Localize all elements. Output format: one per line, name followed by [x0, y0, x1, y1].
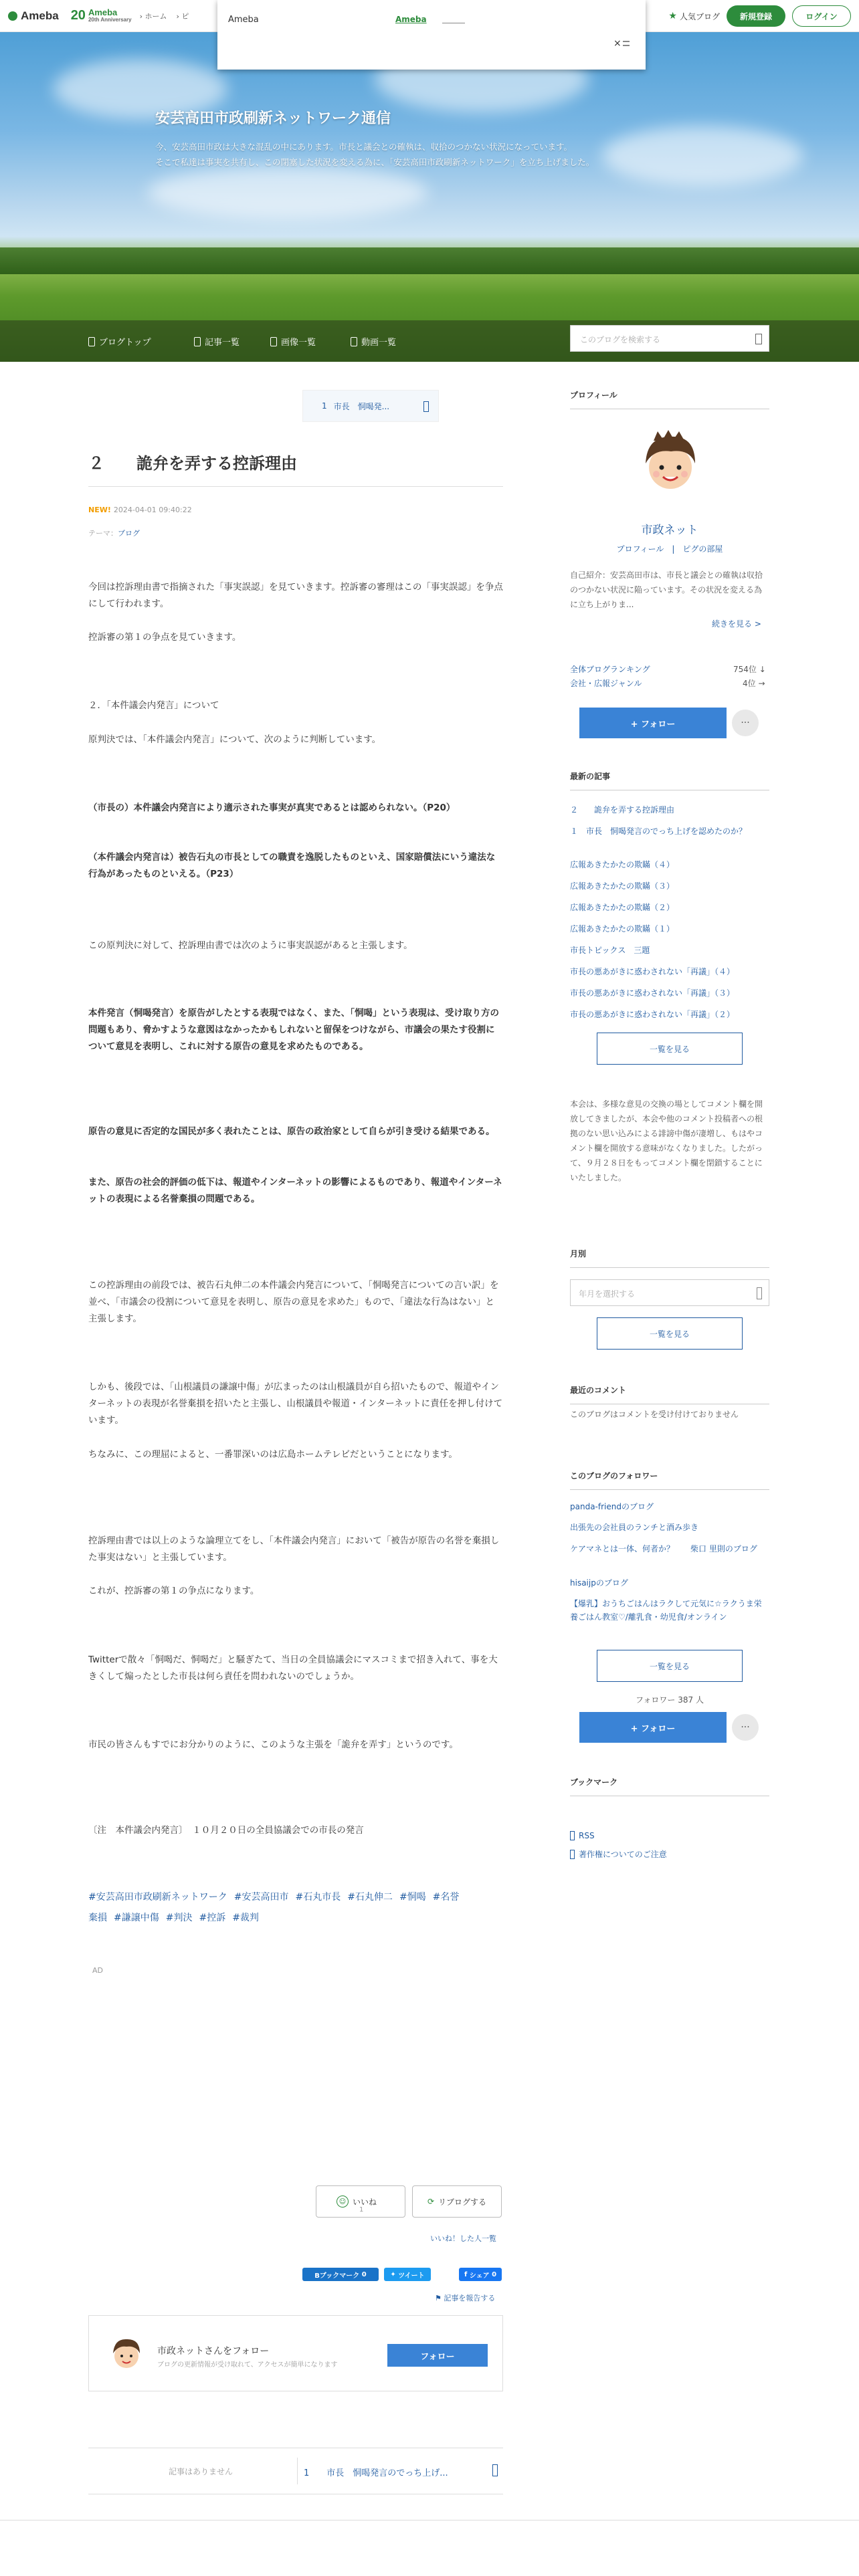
- nav-blog-top[interactable]: ブログトップ: [88, 335, 151, 348]
- facebook-share-button[interactable]: f シェア 0: [459, 2268, 502, 2281]
- hashtag-link[interactable]: #石丸伸二: [347, 1892, 393, 1903]
- rss-link[interactable]: RSS: [570, 1831, 595, 1840]
- follow-card-sub: ブログの更新情報が受け取れて、アクセスが簡単になります: [157, 2361, 338, 2369]
- recent-entry-link[interactable]: １ 市長 恫喝発言のでっち上げを認めたのか？: [570, 827, 747, 836]
- article-paragraph: この控訴理由の前段では、被告石丸伸二の本件議会内発言について、「恫喝発言についての言い訳」を並べ、「市議会の役割について意見を表明し、原告の意見を求めた」もので、「違法な行為はない」と主張します。: [88, 1280, 499, 1324]
- like-count: 1: [359, 2206, 364, 2214]
- profile-avatar[interactable]: [634, 426, 707, 500]
- article-paragraph: 控訴理由書では以上のような論理立てをし、「本件議会内発言」において「被告が原告の名誉を棄損した事実はない」と主張しています。: [88, 1535, 500, 1563]
- hashtag-link[interactable]: #裁判: [232, 1913, 259, 1923]
- blog-search-input[interactable]: このブログを検索する: [570, 325, 769, 352]
- like-button[interactable]: ☺ いいね 1: [316, 2185, 405, 2218]
- entry-pager: [88, 2448, 503, 2494]
- header-nav-pigg[interactable]: › ピ: [176, 11, 189, 21]
- month-select[interactable]: 年月を選択する: [570, 1279, 769, 1306]
- genre-ranking-link[interactable]: 会社・広報ジャンル: [570, 679, 642, 688]
- recent-entry-link[interactable]: 広報あきたかたの欺瞞（３）: [570, 881, 675, 891]
- profile-header: プロフィール: [570, 389, 769, 409]
- recent-entry-link[interactable]: 市長の悪あがきに惑わされない「再議」（４）: [570, 967, 735, 976]
- copyright-link[interactable]: 著作権についてのご注意: [570, 1848, 667, 1860]
- hashtag-list: [88, 1887, 503, 1929]
- article-paragraph: Twitterで散々「恫喝だ、恫喝だ」と騒ぎたて、当日の全員協議会にマスコミまで招き入れて、事を大きくして煽ったとした市長は何ら責任を問われないのでしょうか。: [88, 1654, 498, 1682]
- follower-blog-link[interactable]: ケアマネとは一体、何者か？ 柴口 里則のブログ: [570, 1544, 757, 1553]
- cloud-shape: [147, 166, 428, 219]
- pigg-room-link[interactable]: ピグの部屋: [682, 544, 723, 554]
- article-paragraph: この原判決に対して、控訴理由書では次のように事実誤認があると主張します。: [88, 940, 413, 951]
- popular-blog-link[interactable]: ★ 人気ブログ: [668, 11, 720, 21]
- no-comments-text: このブログはコメントを受け付けておりません: [570, 1410, 739, 1419]
- article-paragraph: 原告の意見に否定的な国民が多く表れたことは、原告の政治家として自らが引き受ける結果である。: [88, 1126, 495, 1137]
- image-icon: [270, 337, 277, 346]
- bookmark-share-button[interactable]: Bブックマーク 0: [302, 2268, 379, 2281]
- facebook-icon: f: [464, 2270, 468, 2278]
- article-paragraph: しかも、後段では、「山根議員の謙譲中傷」が広まったのは山根議員が自ら招いたもので、報道やインターネットの表現が名誉棄損を招いたと主張し、山根議員や報道・インターネットに責任を押し付けています。: [88, 1382, 503, 1426]
- smile-icon: ☺: [337, 2195, 349, 2208]
- home-icon: [88, 337, 95, 346]
- article-theme: テーマ：ブログ: [88, 529, 140, 538]
- hashtag-link[interactable]: #謙譲中傷: [114, 1913, 159, 1923]
- chevron-right-icon[interactable]: [492, 2464, 498, 2476]
- hashtag-link[interactable]: #安芸高田市政刷新ネットワーク: [88, 1892, 227, 1903]
- hashtag-link[interactable]: #石丸市長: [295, 1892, 341, 1903]
- twitter-icon: ✦: [390, 2270, 396, 2278]
- sidebar-follow-button[interactable]: + フォロー: [579, 708, 727, 738]
- overlay-popup: [217, 0, 646, 70]
- recent-entry-link[interactable]: 市長の悪あがきに惑わされない「再議」（３）: [570, 988, 735, 998]
- flag-icon: ⚑: [435, 2294, 442, 2302]
- article-paragraph: 本件発言（恫喝発言）を原告がしたとする表現ではなく、また、「恫喝」という表現は、受け取り方の問題もあり、脅かすような意図はなかったかもしれないと留保をつけながら、市議会の果たす役割について意見を表明し、これに対する原告の意見を求めたものである。: [88, 1008, 499, 1052]
- article-paragraph: ２．「本件議会内発言」について: [88, 700, 219, 711]
- close-icon[interactable]: ×: [613, 38, 622, 49]
- theme-link[interactable]: ブログ: [118, 529, 140, 538]
- bookmark-header: ブックマーク: [570, 1776, 769, 1796]
- follower-count: フォロワー 387 人: [636, 1695, 704, 1705]
- hashtag-link[interactable]: #控訴: [199, 1913, 226, 1923]
- profile-link[interactable]: プロフィール: [616, 544, 664, 554]
- hashtag-link[interactable]: #安芸高田市: [233, 1892, 289, 1903]
- login-button[interactable]: ログイン: [792, 5, 851, 27]
- reblog-icon: ⟳: [427, 2197, 435, 2206]
- report-entry-link[interactable]: ⚑ 記事を報告する: [435, 2294, 496, 2302]
- video-icon: [351, 337, 357, 346]
- no-prev-entry: 記事はありません: [169, 2467, 233, 2476]
- article-paragraph: また、原告の社会的評価の低下は、報道やインターネットの影響によるものであり、報道やインターネットの表現による名誉棄損の問題である。: [88, 1177, 502, 1204]
- more-options-button[interactable]: ···: [732, 710, 759, 736]
- article-paragraph: （本件議会内発言は）被告石丸の市長としての職責を逸脱したものといえ、国家賠償法にいう違法な行為があったものといえる。（P23）: [88, 852, 496, 879]
- blog-header-image: [0, 32, 859, 362]
- signup-button[interactable]: 新規登録: [727, 5, 785, 27]
- article-paragraph: （市長の）本件議会内発言により適示された事実が真実であるとは認められない。（P20）: [88, 802, 456, 813]
- follow-card: [88, 2315, 503, 2391]
- search-icon[interactable]: [755, 334, 762, 344]
- nav-image-list[interactable]: 画像一覧: [270, 335, 316, 348]
- recent-entry-link[interactable]: ２ 詭弁を弄する控訴理由: [570, 805, 675, 815]
- next-entry-link[interactable]: 1 市長 恫喝発言のでっち上げ...: [304, 2468, 448, 2478]
- menu-icon[interactable]: [623, 41, 630, 46]
- ameba-logo-icon: [8, 11, 17, 21]
- hashtag-link[interactable]: #判決: [165, 1913, 193, 1923]
- more-options-button-2[interactable]: ···: [732, 1714, 759, 1741]
- hashtag-link[interactable]: 棄損: [88, 1913, 107, 1923]
- recent-comments-header: 最近のコメント: [570, 1384, 769, 1404]
- article-paragraph: 原判決では、「本件議会内発言」について、次のように判断しています。: [88, 734, 381, 745]
- tree-line: [0, 247, 859, 274]
- crown-icon: ★: [668, 11, 677, 21]
- reblog-button[interactable]: ⟳ リブログする: [412, 2185, 502, 2218]
- recent-entries-header: 最新の記事: [570, 770, 769, 790]
- entry-list-button[interactable]: 一覧を見る: [597, 1033, 743, 1065]
- blog-title[interactable]: 安芸高田市政刷新ネットワーク通信: [155, 110, 391, 127]
- nav-video-list[interactable]: 動画一覧: [351, 335, 396, 348]
- recent-entry-link[interactable]: 広報あきたかたの欺瞞（２）: [570, 903, 675, 912]
- divider: [88, 486, 503, 487]
- article-paragraph: 市民の皆さんもすでにお分かりのように、このような主張を「詭弁を弄す」というのです。: [88, 1739, 458, 1750]
- blog-description: 今、安芸高田市政は大きな混乱の中にあります。市長と議会との確執は、収拾のつかない状況になっています。 そこで私達は事実を共有し、この閉塞した状況を変える為に、「安芸高田市政刷新ネットワーク」を立ち上げました。: [155, 142, 595, 167]
- profile-name[interactable]: 市政ネット: [641, 524, 698, 537]
- header-nav-home[interactable]: › ホーム: [139, 11, 167, 21]
- anniversary-badge[interactable]: 20 Ameba 20th Anniversary: [70, 7, 132, 23]
- chevron-down-icon: [757, 1287, 762, 1299]
- rss-icon: [570, 1831, 575, 1840]
- profile-intro: 自己紹介：安芸高田市は、市長と議会との確執は収拾のつかない状況に陥っています。その状況を変える為に立ち上がりま...: [570, 570, 763, 609]
- article-paragraph: 控訴審の第１の争点を見ていきます。: [88, 632, 242, 643]
- follower-blog-link[interactable]: 出張先の会社員のランチと酒み歩き: [570, 1523, 699, 1532]
- read-more-link[interactable]: 続きを見る >: [712, 619, 761, 629]
- monthly-header: 月別: [570, 1248, 769, 1268]
- liked-users-link[interactable]: いいね！した人一覧: [430, 2234, 496, 2243]
- follow-card-title: 市政ネットさんをフォロー: [157, 2346, 270, 2357]
- hashtag-link[interactable]: #恫喝: [399, 1892, 426, 1903]
- divider: [297, 2458, 298, 2484]
- tweet-button[interactable]: ✦ ツイート: [384, 2268, 431, 2281]
- recent-entry-link[interactable]: 市長トピックス 三題: [570, 946, 650, 955]
- hashtag-link[interactable]: #名誉: [432, 1892, 460, 1903]
- header-nav: [140, 11, 189, 21]
- article-paragraph: ちなみに、この理屈によると、一番罪深いのは広島ホームテレビだということになります。: [88, 1449, 458, 1460]
- chevron-right-icon: [423, 401, 429, 412]
- ad-label: AD: [92, 1966, 103, 1975]
- follower-blog-link[interactable]: 【爆乳】おうちごはんはラクして元気に☆ラクうま栄養ごはん教室♡/離乳食・幼児食/オンライン: [570, 1599, 762, 1622]
- prev-entry-link[interactable]: 1 市長 恫喝発...: [302, 390, 439, 422]
- article-paragraph: これが、控訴審の第１の争点になります。: [88, 1586, 260, 1596]
- recent-entry-link[interactable]: 広報あきたかたの欺瞞（１）: [570, 924, 675, 934]
- article-paragraph: 〔注 本件議会内発言〕 １０月２０日の全員協議会での市長の発言: [88, 1825, 364, 1836]
- avatar: [106, 2333, 147, 2373]
- article-title[interactable]: ２ 詭弁を弄する控訴理由: [88, 454, 297, 473]
- followers-list-button[interactable]: 一覧を見る: [597, 1650, 743, 1682]
- popup-label: Ameba: [228, 15, 259, 25]
- popup-link[interactable]: Ameba: [395, 15, 427, 24]
- recent-entry-link[interactable]: 広報あきたかたの欺瞞（４）: [570, 860, 675, 869]
- follower-blog-link[interactable]: hisaijpのブログ: [570, 1578, 628, 1588]
- follower-blog-link[interactable]: panda-friendのブログ: [570, 1502, 654, 1511]
- followers-header: このブログのフォロワー: [570, 1470, 769, 1490]
- overall-ranking-link[interactable]: 全体ブログランキング: [570, 665, 650, 674]
- nav-entry-list[interactable]: 記事一覧: [194, 335, 240, 348]
- article-date: NEW! 2024-04-01 09:40:22: [88, 506, 192, 514]
- follow-button[interactable]: フォロー: [387, 2344, 488, 2367]
- overall-ranking-value: 754位 ↓: [733, 665, 766, 674]
- ameba-logo[interactable]: Ameba: [8, 9, 59, 23]
- new-badge: NEW!: [88, 506, 111, 514]
- comment-policy-note: 本会は、多様な意見の交換の場としてコメント欄を開放してきましたが、本会や他のコメント投稿者への根拠のない思い込みによる誹謗中傷が凄増し、もはやコメント欄を開放する意味がなくなりました。したがって、９月２８日をもってコメント欄を閉鎖することにいたしました。: [570, 1099, 763, 1182]
- list-icon: [194, 337, 201, 346]
- sidebar-follow-button-2[interactable]: + フォロー: [579, 1712, 727, 1743]
- recent-entry-link[interactable]: 市長の悪あがきに惑わされない「再議」（２）: [570, 1010, 735, 1019]
- document-icon: [570, 1850, 575, 1859]
- monthly-list-button[interactable]: 一覧を見る: [597, 1317, 743, 1350]
- genre-ranking-value: 4位 →: [743, 679, 765, 688]
- article-paragraph: 今回は控訴理由書で指摘された「事実誤認」を見ていきます。控訴審の審理はこの「事実誤認」を争点にして行われます。: [88, 582, 503, 609]
